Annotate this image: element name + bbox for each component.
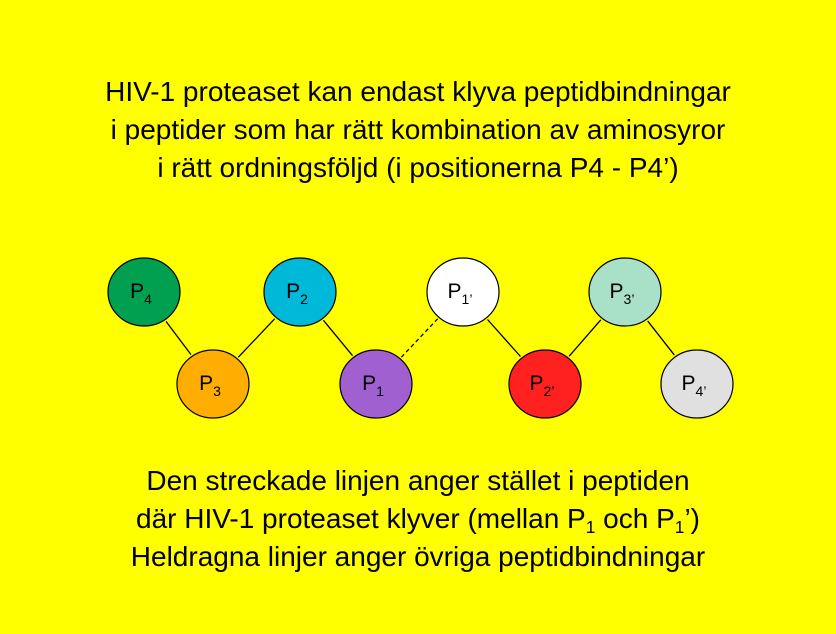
node-p2p — [509, 350, 581, 418]
footer-line-2 — [0, 500, 836, 538]
title-line-3: i rätt ordningsföljd (i positionerna P4 - P4’) — [157, 152, 679, 183]
node-p3 — [177, 350, 249, 418]
node-layer — [108, 258, 733, 418]
node-p1-label-base: P — [362, 372, 377, 395]
node-p1 — [340, 350, 412, 418]
node-p2-label-base: P — [286, 280, 301, 303]
bond-p2p-p3p — [569, 320, 601, 356]
bond-p1p-p2p — [488, 320, 521, 357]
bond-p3-p2 — [238, 319, 274, 357]
footer-text — [0, 462, 836, 576]
node-p2p-label-base: P — [529, 372, 544, 395]
node-p4p-label-sub: 4’ — [695, 383, 707, 399]
bond-layer — [166, 319, 674, 357]
node-p2 — [264, 258, 336, 326]
node-p1p-label-base: P — [447, 280, 462, 303]
footer-line-2-suffix: ’) — [684, 503, 700, 534]
node-p1-label-sub: 1 — [376, 383, 384, 399]
bond-p4-p3 — [166, 321, 191, 354]
node-p3-label-base: P — [199, 372, 214, 395]
node-p4p — [661, 350, 733, 418]
node-p3p-label-base: P — [609, 280, 624, 303]
node-p1p-label-sub: 1’ — [461, 291, 473, 307]
node-p4-label-base: P — [130, 280, 145, 303]
node-p2-label-sub: 2 — [300, 291, 308, 307]
bond-p2-p1 — [323, 320, 352, 355]
footer-line-2-sub-1: 1 — [585, 516, 596, 537]
footer-line-3: Heldragna linjer anger övriga peptidbindningar — [130, 541, 706, 572]
title-line-2: i peptider som har rätt kombination av aminosyror — [110, 114, 726, 145]
footer-line-1: Den streckade linjen anger stället i peptiden — [146, 465, 690, 496]
node-p3p-label-sub: 3’ — [623, 291, 635, 307]
title-line-1: HIV-1 proteaset kan endast klyva peptidbindningar — [105, 76, 731, 107]
footer-line-2-sub-2: 1 — [674, 516, 685, 537]
bond-p1-p1p-cleavage-site — [401, 319, 437, 357]
node-p1p — [427, 258, 499, 326]
node-p3p — [589, 258, 661, 326]
bond-p3p-p4p — [648, 321, 675, 355]
node-p2p-label-sub: 2’ — [543, 383, 555, 399]
node-p4p-label-base: P — [681, 372, 696, 395]
node-p4-label-sub: 4 — [144, 291, 152, 307]
node-p4 — [108, 258, 180, 326]
node-p3-label-sub: 3 — [213, 383, 221, 399]
footer-line-2-prefix: där HIV-1 proteaset klyver (mellan P — [136, 503, 586, 534]
footer-line-2-mid: och P — [595, 503, 675, 534]
